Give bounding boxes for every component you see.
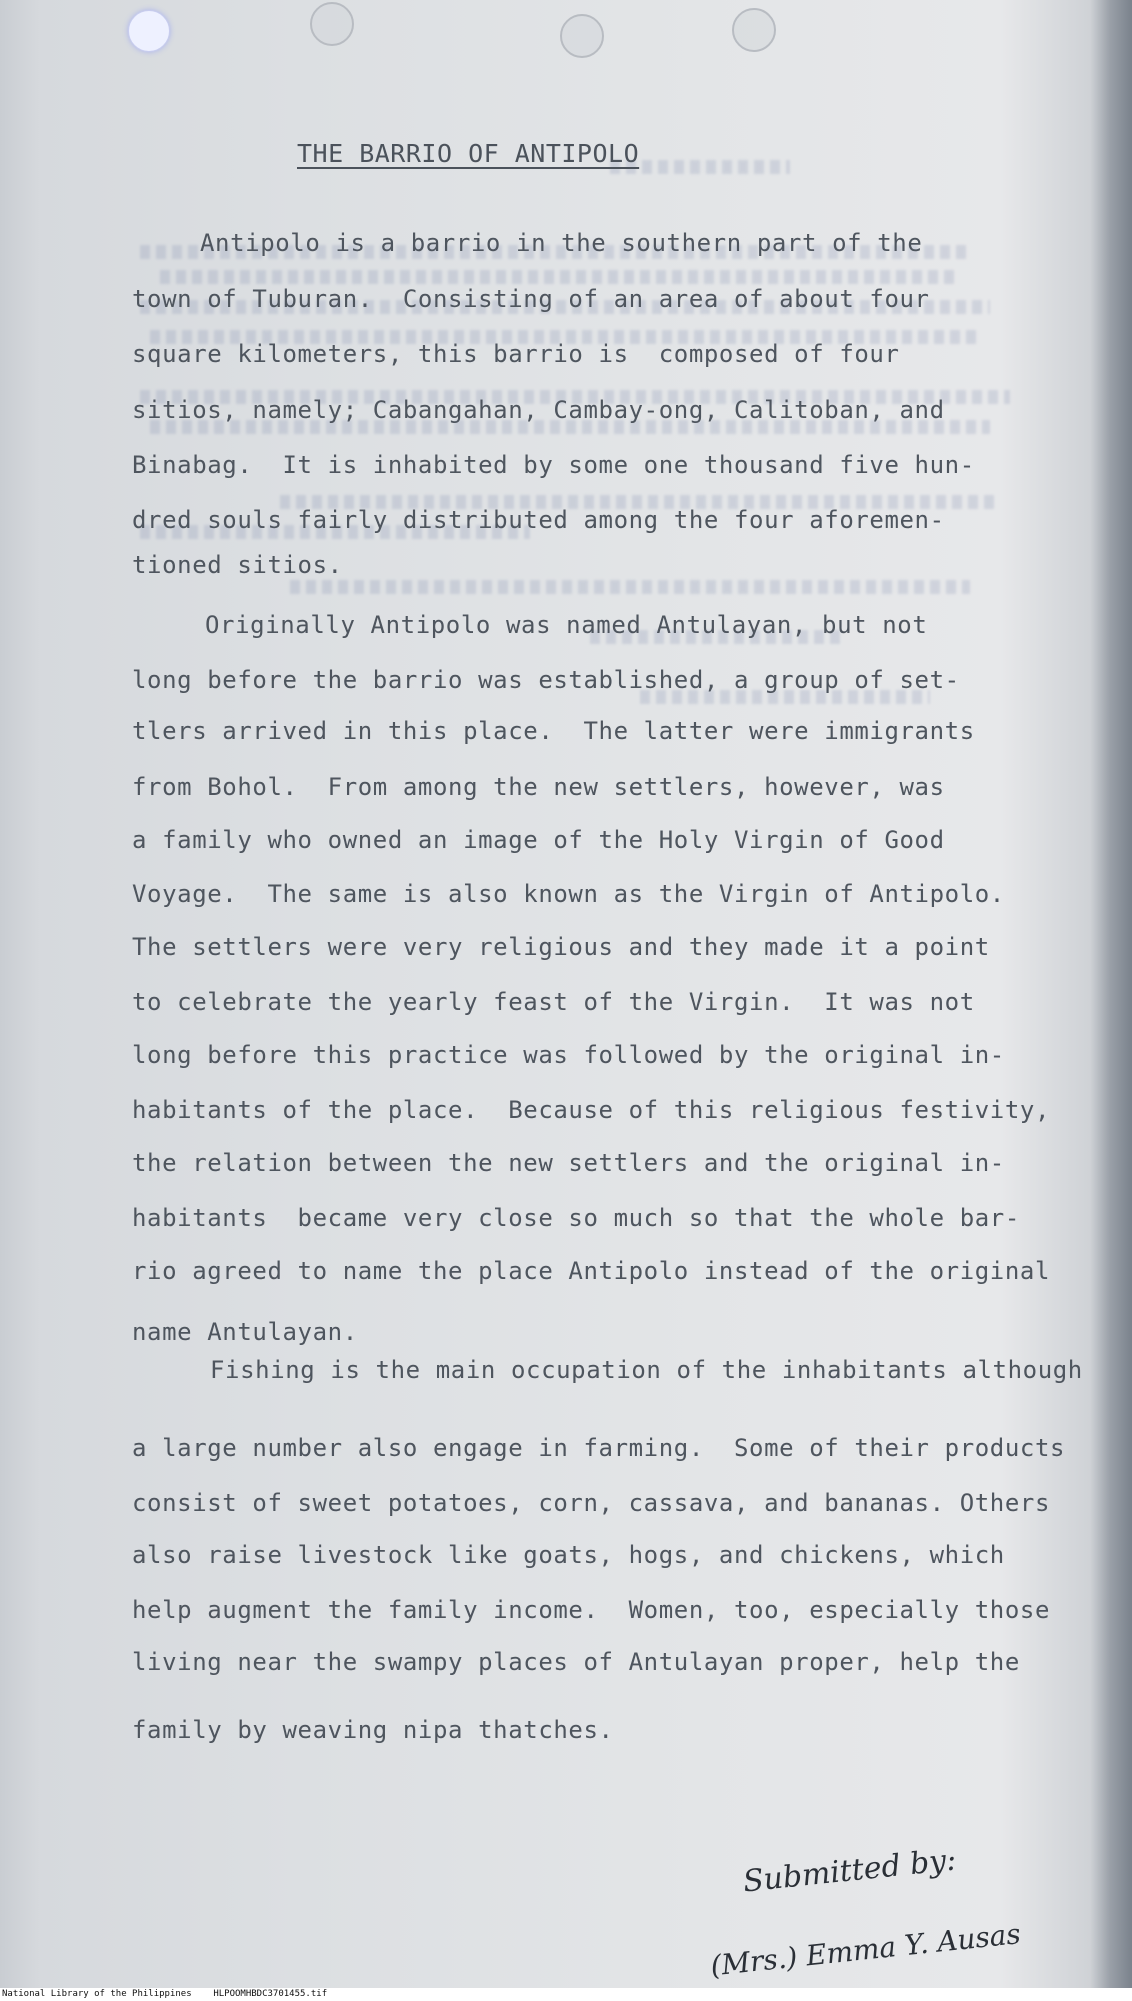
punch-hole [732,8,776,52]
text-line: habitants of the place. Because of this religious festivity, [132,1096,1051,1124]
text-line: Binabag. It is inhabited by some one thousand five hun- [132,451,975,479]
footer-source-text: National Library of the Philippines HLPOOMHBDC3701455.tif [2,1989,328,1999]
punch-hole-left [128,10,170,52]
text-line: square kilometers, this barrio is composed of four [132,340,900,368]
text-line: tlers arrived in this place. The latter were immigrants [132,717,975,745]
punch-hole [560,14,604,58]
text-line: the relation between the new settlers and the original in- [132,1149,1005,1177]
text-line: Voyage. The same is also known as the Virgin of Antipolo. [132,880,1005,908]
signature-name: (Mrs.) Emma Y. Ausas [708,1916,1023,1982]
text-line: Antipolo is a barrio in the southern part of the [200,229,923,257]
text-line: The settlers were very religious and they made it a point [132,933,990,961]
text-line: long before this practice was followed by the original in- [132,1041,1005,1069]
text-line: long before the barrio was established, a group of set- [132,666,960,694]
text-line: help augment the family income. Women, too, especially those [132,1596,1051,1624]
text-line: dred souls fairly distributed among the four aforemen- [132,506,945,534]
page-title: THE BARRIO OF ANTIPOLO [297,139,640,168]
signature-label: Submitted by: [741,1841,958,1900]
handwritten-signature [680,1794,1031,2001]
punch-hole [310,2,354,46]
text-line: town of Tuburan. Consisting of an area of about four [132,285,930,313]
text-line: name Antulayan. [132,1318,358,1346]
text-line: also raise livestock like goats, hogs, and chickens, which [132,1541,1005,1569]
text-line: Fishing is the main occupation of the inhabitants although [210,1356,1083,1384]
text-line: living near the swampy places of Antulayan proper, help the [132,1648,1020,1676]
text-line: habitants became very close so much so that the whole bar- [132,1204,1020,1232]
text-line: rio agreed to name the place Antipolo instead of the original [132,1257,1051,1285]
text-line: tioned sitios. [132,551,343,579]
text-line: Originally Antipolo was named Antulayan, but not [205,611,928,639]
text-line: family by weaving nipa thatches. [132,1716,614,1744]
text-line: sitios, namely; Cabangahan, Cambay-ong, Calitoban, and [132,396,945,424]
text-line: consist of sweet potatoes, corn, cassava, and bananas. Others [132,1489,1051,1517]
text-line: a family who owned an image of the Holy Virgin of Good [132,826,945,854]
text-line: a large number also engage in farming. Some of their products [132,1434,1066,1462]
text-line: to celebrate the yearly feast of the Virgin. It was not [132,988,975,1016]
text-line: from Bohol. From among the new settlers, however, was [132,773,945,801]
